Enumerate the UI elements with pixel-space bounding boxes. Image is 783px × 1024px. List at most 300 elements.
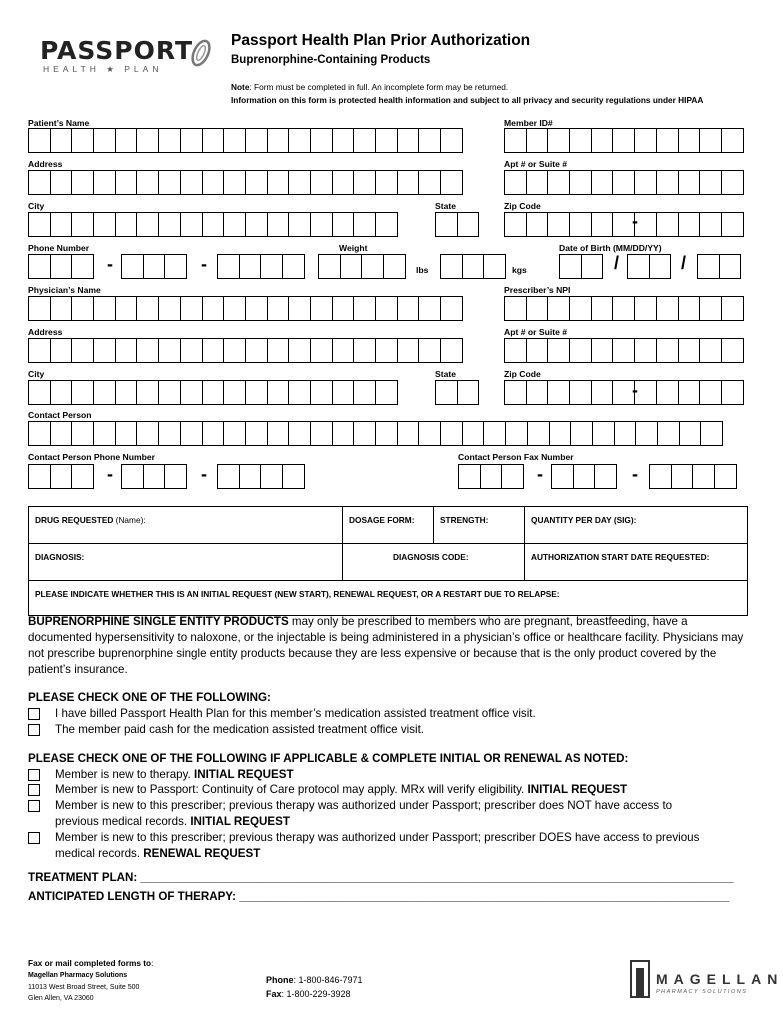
char-box[interactable] <box>353 380 376 405</box>
char-box[interactable] <box>136 421 159 446</box>
char-box[interactable] <box>547 128 570 153</box>
char-box[interactable] <box>397 421 420 446</box>
char-box[interactable] <box>158 296 181 321</box>
char-box[interactable] <box>50 296 73 321</box>
has-records-checkbox[interactable] <box>28 832 40 844</box>
char-box[interactable] <box>457 212 480 237</box>
char-box[interactable] <box>143 464 166 489</box>
char-box[interactable] <box>115 296 138 321</box>
physician-state-boxes[interactable] <box>435 380 478 405</box>
char-box[interactable] <box>332 296 355 321</box>
char-box[interactable] <box>656 170 679 195</box>
char-box[interactable] <box>50 338 73 363</box>
char-box[interactable] <box>282 254 305 279</box>
char-box[interactable] <box>634 296 657 321</box>
char-box[interactable] <box>612 128 635 153</box>
char-box[interactable] <box>136 380 159 405</box>
char-box[interactable] <box>671 464 694 489</box>
char-box[interactable] <box>721 128 744 153</box>
char-box[interactable] <box>526 212 549 237</box>
char-box[interactable] <box>115 212 138 237</box>
char-box[interactable] <box>288 170 311 195</box>
has-records-option[interactable] <box>28 830 740 862</box>
char-box[interactable] <box>591 212 614 237</box>
char-box[interactable] <box>397 338 420 363</box>
char-box[interactable] <box>361 254 384 279</box>
char-box[interactable] <box>656 212 679 237</box>
char-box[interactable] <box>591 170 614 195</box>
diagnosis-code-cell[interactable] <box>343 544 525 581</box>
diagnosis-cell[interactable] <box>29 544 343 581</box>
char-box[interactable] <box>591 296 614 321</box>
char-box[interactable] <box>719 254 742 279</box>
char-box[interactable] <box>136 212 159 237</box>
char-box[interactable] <box>678 296 701 321</box>
char-box[interactable] <box>656 128 679 153</box>
new-passport-checkbox[interactable] <box>28 784 40 796</box>
char-box[interactable] <box>375 296 398 321</box>
char-box[interactable] <box>93 421 116 446</box>
char-box[interactable] <box>440 296 463 321</box>
char-box[interactable] <box>504 296 527 321</box>
patient-weight-lbs-boxes[interactable] <box>318 254 405 279</box>
char-box[interactable] <box>435 212 458 237</box>
char-box[interactable] <box>310 338 333 363</box>
char-box[interactable] <box>440 170 463 195</box>
char-box[interactable] <box>581 254 604 279</box>
member-id-boxes[interactable] <box>504 128 743 153</box>
char-box[interactable] <box>180 128 203 153</box>
char-box[interactable] <box>397 296 420 321</box>
char-box[interactable] <box>634 128 657 153</box>
char-box[interactable] <box>699 338 722 363</box>
char-box[interactable] <box>614 421 637 446</box>
contact-phone-line-boxes[interactable] <box>217 464 304 489</box>
char-box[interactable] <box>158 421 181 446</box>
char-box[interactable] <box>656 338 679 363</box>
char-box[interactable] <box>375 421 398 446</box>
char-box[interactable] <box>418 338 441 363</box>
char-box[interactable] <box>569 212 592 237</box>
char-box[interactable] <box>202 212 225 237</box>
char-box[interactable] <box>282 464 305 489</box>
char-box[interactable] <box>267 128 290 153</box>
char-box[interactable] <box>115 421 138 446</box>
char-box[interactable] <box>288 338 311 363</box>
char-box[interactable] <box>569 296 592 321</box>
char-box[interactable] <box>418 296 441 321</box>
patient-phone-line-boxes[interactable] <box>217 254 304 279</box>
char-box[interactable] <box>721 380 744 405</box>
dosage-form-cell[interactable] <box>343 507 434 544</box>
char-box[interactable] <box>526 128 549 153</box>
char-box[interactable] <box>136 128 159 153</box>
char-box[interactable] <box>164 254 187 279</box>
length-of-therapy-field[interactable]: ANTICIPATED LENGTH OF THERAPY: ____________________________________________________________________________ <box>28 890 730 903</box>
char-box[interactable] <box>332 170 355 195</box>
char-box[interactable] <box>635 421 658 446</box>
char-box[interactable] <box>245 338 268 363</box>
char-box[interactable] <box>332 338 355 363</box>
contact-person-boxes[interactable] <box>28 421 722 446</box>
char-box[interactable] <box>501 464 524 489</box>
char-box[interactable] <box>158 212 181 237</box>
strength-cell[interactable] <box>434 507 525 544</box>
char-box[interactable] <box>397 128 420 153</box>
billed-checkbox[interactable] <box>28 708 40 720</box>
char-box[interactable] <box>699 380 722 405</box>
char-box[interactable] <box>332 128 355 153</box>
char-box[interactable] <box>480 464 503 489</box>
char-box[interactable] <box>375 338 398 363</box>
char-box[interactable] <box>28 296 51 321</box>
char-box[interactable] <box>310 212 333 237</box>
char-box[interactable] <box>440 128 463 153</box>
char-box[interactable] <box>504 128 527 153</box>
char-box[interactable] <box>71 296 94 321</box>
patient-phone-area-boxes[interactable] <box>28 254 93 279</box>
char-box[interactable] <box>245 212 268 237</box>
char-box[interactable] <box>627 254 650 279</box>
char-box[interactable] <box>679 421 702 446</box>
char-box[interactable] <box>28 421 51 446</box>
char-box[interactable] <box>418 421 441 446</box>
char-box[interactable] <box>136 338 159 363</box>
dob-month-boxes[interactable] <box>559 254 602 279</box>
char-box[interactable] <box>699 170 722 195</box>
char-box[interactable] <box>526 170 549 195</box>
char-box[interactable] <box>260 464 283 489</box>
char-box[interactable] <box>714 464 737 489</box>
char-box[interactable] <box>71 254 94 279</box>
char-box[interactable] <box>700 421 723 446</box>
char-box[interactable] <box>239 464 262 489</box>
char-box[interactable] <box>288 380 311 405</box>
char-box[interactable] <box>158 128 181 153</box>
char-box[interactable] <box>594 464 617 489</box>
patient-apt-boxes[interactable] <box>504 170 743 195</box>
char-box[interactable] <box>435 380 458 405</box>
char-box[interactable] <box>121 254 144 279</box>
contact-fax-area-boxes[interactable] <box>458 464 523 489</box>
char-box[interactable] <box>267 212 290 237</box>
char-box[interactable] <box>223 338 246 363</box>
physician-zip-boxes[interactable] <box>504 380 743 405</box>
char-box[interactable] <box>93 380 116 405</box>
billed-option[interactable] <box>28 706 536 722</box>
char-box[interactable] <box>310 170 333 195</box>
char-box[interactable] <box>699 212 722 237</box>
char-box[interactable] <box>223 421 246 446</box>
char-box[interactable] <box>649 254 672 279</box>
char-box[interactable] <box>93 338 116 363</box>
char-box[interactable] <box>28 128 51 153</box>
char-box[interactable] <box>697 254 720 279</box>
char-box[interactable] <box>28 464 51 489</box>
char-box[interactable] <box>180 380 203 405</box>
quantity-cell[interactable] <box>525 507 748 544</box>
char-box[interactable] <box>721 296 744 321</box>
request-type-cell[interactable] <box>29 581 748 616</box>
char-box[interactable] <box>318 254 341 279</box>
char-box[interactable] <box>591 128 614 153</box>
char-box[interactable] <box>202 338 225 363</box>
char-box[interactable] <box>592 421 615 446</box>
char-box[interactable] <box>93 212 116 237</box>
char-box[interactable] <box>353 421 376 446</box>
char-box[interactable] <box>353 212 376 237</box>
patient-state-boxes[interactable] <box>435 212 478 237</box>
physician-apt-boxes[interactable] <box>504 338 743 363</box>
char-box[interactable] <box>527 421 550 446</box>
char-box[interactable] <box>458 464 481 489</box>
char-box[interactable] <box>50 464 73 489</box>
char-box[interactable] <box>440 254 463 279</box>
char-box[interactable] <box>569 170 592 195</box>
char-box[interactable] <box>71 338 94 363</box>
physician-name-boxes[interactable] <box>28 296 462 321</box>
patient-address-boxes[interactable] <box>28 170 462 195</box>
physician-address-boxes[interactable] <box>28 338 462 363</box>
char-box[interactable] <box>310 128 333 153</box>
patient-phone-prefix-boxes[interactable] <box>121 254 186 279</box>
char-box[interactable] <box>397 170 420 195</box>
char-box[interactable] <box>28 338 51 363</box>
char-box[interactable] <box>239 254 262 279</box>
char-box[interactable] <box>180 296 203 321</box>
char-box[interactable] <box>457 380 480 405</box>
char-box[interactable] <box>267 380 290 405</box>
char-box[interactable] <box>223 212 246 237</box>
char-box[interactable] <box>353 170 376 195</box>
char-box[interactable] <box>383 254 406 279</box>
char-box[interactable] <box>634 338 657 363</box>
char-box[interactable] <box>202 128 225 153</box>
char-box[interactable] <box>217 464 240 489</box>
char-box[interactable] <box>158 380 181 405</box>
no-records-checkbox[interactable] <box>28 800 40 812</box>
char-box[interactable] <box>504 212 527 237</box>
patient-city-boxes[interactable] <box>28 212 397 237</box>
char-box[interactable] <box>699 128 722 153</box>
char-box[interactable] <box>28 254 51 279</box>
patient-zip-boxes[interactable] <box>504 212 743 237</box>
char-box[interactable] <box>526 338 549 363</box>
char-box[interactable] <box>28 170 51 195</box>
contact-fax-line-boxes[interactable] <box>649 464 736 489</box>
char-box[interactable] <box>50 212 73 237</box>
char-box[interactable] <box>50 254 73 279</box>
char-box[interactable] <box>440 421 463 446</box>
treatment-plan-field[interactable]: TREATMENT PLAN: ____________________________________________________________________________________________ <box>28 871 734 884</box>
char-box[interactable] <box>245 170 268 195</box>
char-box[interactable] <box>462 254 485 279</box>
char-box[interactable] <box>50 128 73 153</box>
char-box[interactable] <box>50 380 73 405</box>
char-box[interactable] <box>267 338 290 363</box>
char-box[interactable] <box>164 464 187 489</box>
char-box[interactable] <box>50 170 73 195</box>
char-box[interactable] <box>93 170 116 195</box>
char-box[interactable] <box>71 464 94 489</box>
char-box[interactable] <box>223 296 246 321</box>
new-therapy-checkbox[interactable] <box>28 769 40 781</box>
char-box[interactable] <box>28 212 51 237</box>
char-box[interactable] <box>504 170 527 195</box>
char-box[interactable] <box>657 421 680 446</box>
char-box[interactable] <box>180 212 203 237</box>
drug-requested-cell[interactable] <box>29 507 343 544</box>
char-box[interactable] <box>267 170 290 195</box>
char-box[interactable] <box>483 254 506 279</box>
char-box[interactable] <box>375 212 398 237</box>
char-box[interactable] <box>223 170 246 195</box>
char-box[interactable] <box>180 421 203 446</box>
char-box[interactable] <box>440 338 463 363</box>
char-box[interactable] <box>656 296 679 321</box>
char-box[interactable] <box>570 421 593 446</box>
new-passport-option[interactable] <box>28 782 627 798</box>
char-box[interactable] <box>559 254 582 279</box>
cash-option[interactable] <box>28 722 424 738</box>
char-box[interactable] <box>526 380 549 405</box>
char-box[interactable] <box>612 170 635 195</box>
char-box[interactable] <box>547 170 570 195</box>
contact-fax-prefix-boxes[interactable] <box>551 464 616 489</box>
char-box[interactable] <box>504 338 527 363</box>
patient-weight-kgs-boxes[interactable] <box>440 254 505 279</box>
char-box[interactable] <box>143 254 166 279</box>
char-box[interactable] <box>115 170 138 195</box>
physician-city-boxes[interactable] <box>28 380 397 405</box>
char-box[interactable] <box>115 128 138 153</box>
char-box[interactable] <box>115 338 138 363</box>
char-box[interactable] <box>569 338 592 363</box>
char-box[interactable] <box>121 464 144 489</box>
patient-name-boxes[interactable] <box>28 128 462 153</box>
dob-year-boxes[interactable] <box>697 254 740 279</box>
no-records-option[interactable] <box>28 798 718 830</box>
char-box[interactable] <box>353 128 376 153</box>
char-box[interactable] <box>288 212 311 237</box>
cash-checkbox[interactable] <box>28 724 40 736</box>
char-box[interactable] <box>180 170 203 195</box>
char-box[interactable] <box>526 296 549 321</box>
char-box[interactable] <box>136 296 159 321</box>
char-box[interactable] <box>28 380 51 405</box>
char-box[interactable] <box>288 421 311 446</box>
char-box[interactable] <box>551 464 574 489</box>
char-box[interactable] <box>634 170 657 195</box>
char-box[interactable] <box>340 254 363 279</box>
char-box[interactable] <box>93 296 116 321</box>
char-box[interactable] <box>71 212 94 237</box>
char-box[interactable] <box>260 254 283 279</box>
char-box[interactable] <box>504 380 527 405</box>
char-box[interactable] <box>245 421 268 446</box>
char-box[interactable] <box>547 380 570 405</box>
char-box[interactable] <box>678 128 701 153</box>
char-box[interactable] <box>612 338 635 363</box>
char-box[interactable] <box>158 170 181 195</box>
auth-start-cell[interactable] <box>525 544 748 581</box>
char-box[interactable] <box>547 338 570 363</box>
char-box[interactable] <box>310 421 333 446</box>
char-box[interactable] <box>547 212 570 237</box>
char-box[interactable] <box>223 128 246 153</box>
new-therapy-option[interactable] <box>28 767 294 783</box>
char-box[interactable] <box>310 380 333 405</box>
char-box[interactable] <box>71 421 94 446</box>
char-box[interactable] <box>267 296 290 321</box>
char-box[interactable] <box>569 380 592 405</box>
char-box[interactable] <box>678 212 701 237</box>
char-box[interactable] <box>656 380 679 405</box>
char-box[interactable] <box>483 421 506 446</box>
char-box[interactable] <box>375 128 398 153</box>
char-box[interactable] <box>71 380 94 405</box>
char-box[interactable] <box>547 296 570 321</box>
char-box[interactable] <box>569 128 592 153</box>
char-box[interactable] <box>721 170 744 195</box>
contact-phone-area-boxes[interactable] <box>28 464 93 489</box>
char-box[interactable] <box>573 464 596 489</box>
char-box[interactable] <box>93 128 116 153</box>
char-box[interactable] <box>612 296 635 321</box>
char-box[interactable] <box>721 212 744 237</box>
char-box[interactable] <box>591 338 614 363</box>
char-box[interactable] <box>549 421 572 446</box>
char-box[interactable] <box>223 380 246 405</box>
char-box[interactable] <box>245 380 268 405</box>
char-box[interactable] <box>505 421 528 446</box>
char-box[interactable] <box>353 338 376 363</box>
char-box[interactable] <box>267 421 290 446</box>
char-box[interactable] <box>202 170 225 195</box>
char-box[interactable] <box>288 128 311 153</box>
char-box[interactable] <box>288 296 311 321</box>
char-box[interactable] <box>591 380 614 405</box>
char-box[interactable] <box>375 380 398 405</box>
char-box[interactable] <box>158 338 181 363</box>
char-box[interactable] <box>353 296 376 321</box>
char-box[interactable] <box>678 170 701 195</box>
char-box[interactable] <box>332 380 355 405</box>
char-box[interactable] <box>180 338 203 363</box>
char-box[interactable] <box>699 296 722 321</box>
prescriber-npi-boxes[interactable] <box>504 296 743 321</box>
char-box[interactable] <box>692 464 715 489</box>
char-box[interactable] <box>310 296 333 321</box>
char-box[interactable] <box>678 338 701 363</box>
char-box[interactable] <box>375 170 398 195</box>
char-box[interactable] <box>245 128 268 153</box>
char-box[interactable] <box>71 128 94 153</box>
char-box[interactable] <box>332 212 355 237</box>
char-box[interactable] <box>202 421 225 446</box>
char-box[interactable] <box>71 170 94 195</box>
char-box[interactable] <box>115 380 138 405</box>
contact-phone-prefix-boxes[interactable] <box>121 464 186 489</box>
char-box[interactable] <box>678 380 701 405</box>
dob-day-boxes[interactable] <box>627 254 670 279</box>
char-box[interactable] <box>721 338 744 363</box>
char-box[interactable] <box>202 380 225 405</box>
char-box[interactable] <box>418 128 441 153</box>
char-box[interactable] <box>649 464 672 489</box>
char-box[interactable] <box>418 170 441 195</box>
char-box[interactable] <box>202 296 225 321</box>
